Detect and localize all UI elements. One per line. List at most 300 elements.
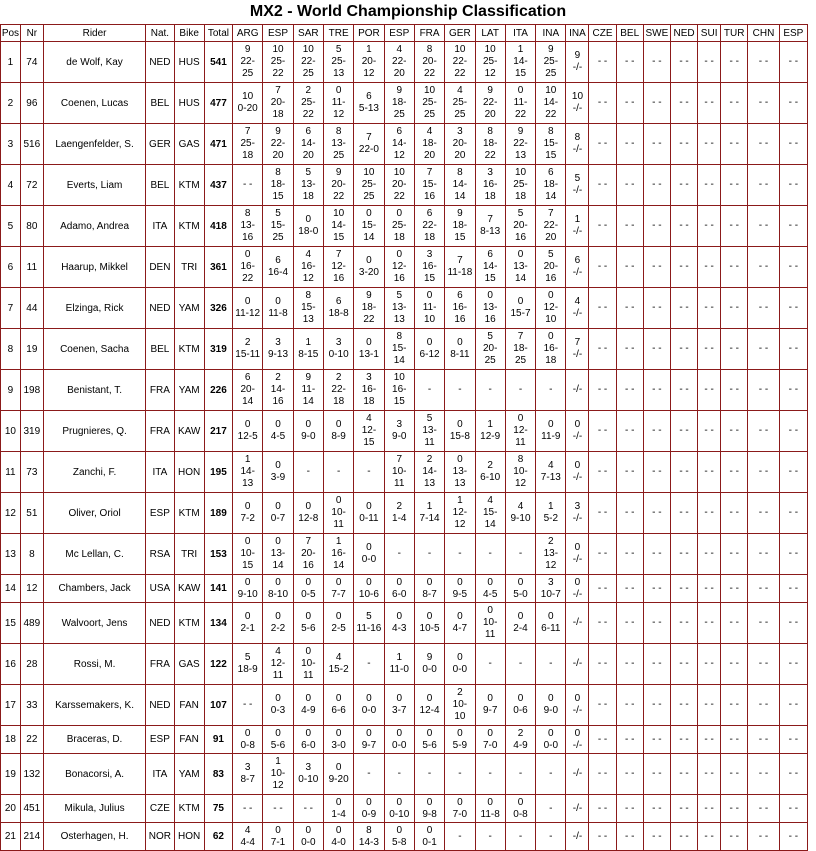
result-line: 22 [333,191,345,202]
result-line: - [367,466,371,477]
result-line: 6 [457,290,463,301]
result-line: - - [788,138,799,149]
result-line: 0 [305,611,312,622]
result-line: 12 [393,150,405,161]
result-line: 25- [270,56,286,67]
result-line: - - [758,97,769,108]
result-line: 16- [240,261,255,272]
result-cell [779,603,807,644]
result-cell [616,83,643,124]
result-line: 0 [275,296,281,307]
result-line: 10- [452,699,468,710]
result-cell [566,534,589,575]
result-line: - - [679,507,689,518]
result-line: - - [704,302,714,313]
result-line: 9-5 [452,588,468,600]
result-cell [721,411,748,452]
result-line: 13- [452,466,468,477]
result-line: 8 [396,331,403,342]
result-line: 0 [548,419,554,430]
result-line: 0 [244,611,251,622]
col-event-sar: SAR [293,25,323,42]
result-cell [589,452,616,493]
result-line: - - [679,466,689,477]
result-line: 14 [363,232,375,243]
result-line: - - [652,548,662,559]
result-line: 4-5 [482,588,498,600]
result-cell [643,823,670,851]
result-line: 0-7 [270,513,286,524]
result-line: 25- [513,179,528,190]
result-cell [475,534,505,575]
result-line: - - [242,699,253,710]
result-line: - - [303,802,314,814]
result-line: 18- [482,138,498,149]
result-line: - - [652,343,662,354]
result-line: 12- [513,425,528,436]
result-line: - - [729,138,739,149]
result-cell [293,288,323,329]
result-line: 0 [396,249,403,260]
result-line: 4-4 [240,836,255,848]
result-cell [323,823,353,851]
result-cell [414,206,444,247]
result-cell [414,493,444,534]
result-line: 12- [392,261,407,272]
result-line: - - [758,582,769,594]
result-cell [566,644,589,685]
result-line: 10- [240,548,255,559]
rider-total: 122 [204,644,232,685]
result-line: 25 [333,150,345,161]
col-event-swe: SWE [643,25,670,42]
result-cell [445,83,475,124]
rider-total: 418 [204,206,232,247]
result-cell [293,206,323,247]
result-line: 0 [426,290,433,301]
result-line: 11 [394,478,405,489]
result-line: - - [679,548,689,559]
result-line: 20- [270,97,286,108]
result-line: - - [597,699,608,710]
rider-bike: KTM [174,493,204,534]
result-cell [670,754,697,795]
result-line: 22 [393,191,405,202]
result-line: - - [624,425,635,436]
rider-nation: FRA [146,644,174,685]
result-line: 9-13 [267,349,288,360]
result-cell [721,726,748,754]
rider-name: Prugnieres, Q. [43,411,145,452]
rider-bike: KAW [174,575,204,603]
result-line: 0 [305,727,312,739]
result-cell [616,493,643,534]
result-line: 0 [548,611,554,622]
result-line: - - [624,699,635,710]
rider-name: Osterhagen, H. [43,823,145,851]
result-line: -/- [572,472,583,483]
result-cell [445,206,475,247]
result-line: 0 [487,693,493,704]
result-cell [263,452,293,493]
result-line: - - [652,179,662,190]
result-cell [354,124,384,165]
result-cell [293,754,323,795]
result-line: 7 [275,85,281,96]
result-line: -/- [572,267,583,278]
result-line: - - [242,179,253,190]
result-cell [698,83,721,124]
result-line: 11 [303,670,314,681]
result-line: 2 [396,501,403,512]
result-cell [643,685,670,726]
table-row [1,493,808,534]
rider-name: Walvoort, Jens [43,603,145,644]
result-line: - - [788,384,799,395]
result-cell [616,452,643,493]
result-cell [721,823,748,851]
rider-bike: KTM [174,795,204,823]
result-line: 22 [424,68,436,79]
result-cell [505,329,535,370]
rider-name: Haarup, Mikkel [43,247,145,288]
table-row [1,452,808,493]
result-line: 14 [242,396,254,407]
result-cell [779,247,807,288]
result-line: - - [729,802,739,814]
result-line: - - [679,425,689,436]
result-cell [670,493,697,534]
result-line: 10 [454,44,466,55]
result-cell [445,823,475,851]
result-cell [698,370,721,411]
result-line: 2-5 [331,623,346,634]
result-line: 0 [457,337,463,348]
result-cell [475,165,505,206]
result-line: 6 [574,255,581,266]
result-line: 22 [363,314,375,325]
result-line: - - [679,733,689,745]
result-line: 10 [242,91,254,102]
result-line: - - [652,425,662,436]
result-cell [354,823,384,851]
result-line: 16 [454,314,466,325]
result-cell [505,370,535,411]
result-cell [589,288,616,329]
result-line: 0 [426,693,433,704]
result-line: 13- [331,138,346,149]
result-cell [698,329,721,370]
result-line: 16 [333,273,345,284]
result-cell [616,165,643,206]
result-cell [670,370,697,411]
result-cell [323,575,353,603]
result-line: - [427,548,432,559]
result-line: 0 [426,824,433,836]
result-cell [323,83,353,124]
result-cell [748,165,779,206]
result-line: 9 [396,85,403,96]
result-cell [233,685,263,726]
result-line: 0 [275,460,281,471]
result-line: - - [624,466,635,477]
result-line: 0 [335,495,342,506]
result-cell [566,452,589,493]
result-cell [779,329,807,370]
result-line: 15 [333,232,345,243]
result-line: 12-9 [480,431,501,442]
result-line: 8 [244,208,251,219]
result-line: - - [788,466,799,477]
result-line: - - [652,802,662,814]
rider-number: 132 [20,754,43,795]
result-line: 0 [457,796,463,808]
result-cell [445,603,475,644]
result-cell [779,795,807,823]
result-line: 14 [484,519,496,530]
result-line: - - [788,548,799,559]
result-line: - [488,768,492,779]
result-line: 22- [392,56,407,67]
result-line: -/- [572,144,583,155]
result-cell [475,823,505,851]
result-line: - - [652,220,662,231]
result-cell [475,754,505,795]
result-cell [354,247,384,288]
result-line: 11- [422,302,437,313]
rider-pos: 5 [1,206,21,247]
result-cell [536,124,566,165]
result-line: - - [704,220,714,231]
result-cell [293,165,323,206]
rider-bike: YAM [174,288,204,329]
result-line: - - [758,138,769,149]
result-line: 20- [240,384,255,395]
result-line: 9-20 [328,774,349,785]
result-line: - - [597,802,608,814]
result-line: 7-0 [482,739,498,751]
result-line: - - [704,582,714,594]
result-line: - - [624,97,635,108]
result-cell [779,206,807,247]
result-line: 12-4 [419,705,440,716]
result-cell [643,247,670,288]
result-cell [414,165,444,206]
result-line: 20 [272,150,284,161]
result-line: - - [788,261,799,272]
result-line: 0 [487,605,493,616]
result-line: 5 [244,652,251,663]
result-cell [721,124,748,165]
result-cell [293,795,323,823]
result-line: 4 [366,413,372,424]
result-cell [414,685,444,726]
result-line: - [549,802,553,814]
result-line: 11-9 [541,431,561,442]
rider-nation: BEL [146,83,174,124]
result-line: - - [758,179,769,190]
result-line: 0 [244,727,251,739]
result-cell [384,534,414,575]
result-cell [536,329,566,370]
result-line: - - [729,699,739,710]
result-line: 4-9 [513,739,528,751]
result-cell [698,493,721,534]
result-cell [536,452,566,493]
rider-number: 73 [20,452,43,493]
result-cell [589,726,616,754]
result-line: 2 [244,337,251,348]
result-line: 6-12 [419,349,440,360]
result-cell [293,124,323,165]
result-line: 0 [426,727,433,739]
result-line: 18-0 [298,226,319,237]
result-line: - - [597,582,608,594]
result-cell [616,370,643,411]
result-cell [721,42,748,83]
result-line: 3 [426,249,433,260]
result-line: 15- [361,220,377,231]
result-cell [566,754,589,795]
result-cell [384,726,414,754]
result-line: - - [758,617,769,628]
result-cell [721,288,748,329]
result-line: 0 [275,419,281,430]
result-cell [643,370,670,411]
result-line: - - [624,617,635,628]
rider-name: Chambers, Jack [43,575,145,603]
result-line: - - [597,261,608,272]
result-line: - - [758,507,769,518]
col-event-esp: ESP [263,25,293,42]
result-line: - - [624,733,635,745]
result-cell [721,644,748,685]
result-cell [475,206,505,247]
result-line: - - [729,582,739,594]
result-cell [445,754,475,795]
result-line: 25- [543,56,559,67]
col-nat: Nat. [146,25,174,42]
result-cell [505,165,535,206]
result-line: 9 [305,372,312,383]
result-cell [263,644,293,685]
result-cell [616,288,643,329]
rider-bike: KTM [174,165,204,206]
result-line: 22 [545,109,557,120]
result-line: - - [758,56,769,67]
result-line: 15 [272,191,284,202]
result-line: 11 [272,670,284,681]
result-line: 11-18 [447,267,473,278]
result-line: 8 [366,824,372,836]
result-line: 1 [457,495,463,506]
result-line: 0 [487,727,493,739]
table-row [1,685,808,726]
result-line: -/- [572,431,583,442]
result-line: 2-4 [513,623,528,634]
result-line: - - [624,261,635,272]
col-event-esp: ESP [779,25,807,42]
result-cell [616,726,643,754]
result-line: 7-0 [452,808,468,820]
rider-name: Oliver, Oriol [43,493,145,534]
result-cell [566,247,589,288]
rider-pos: 21 [1,823,21,851]
result-line: - - [704,56,714,67]
result-line: - - [679,97,689,108]
result-cell [445,165,475,206]
result-line: - - [729,830,739,842]
result-cell [384,493,414,534]
result-line: 13 [302,314,314,325]
result-cell [748,124,779,165]
result-cell [505,534,535,575]
result-cell [263,165,293,206]
result-line: 0 [366,337,372,348]
result-line: - - [758,699,769,710]
result-line: 0 [305,824,312,836]
result-line: 5-0 [513,588,528,600]
result-cell [475,329,505,370]
result-cell [779,370,807,411]
result-line: 18 [363,396,375,407]
result-line: 2 [305,85,312,96]
result-line: 20 [454,150,466,161]
result-line: 5 [335,44,342,55]
rider-bike: KTM [174,329,204,370]
result-line: 18- [452,220,468,231]
result-cell [698,42,721,83]
result-cell [721,754,748,795]
rider-number: 72 [20,165,43,206]
result-cell [589,370,616,411]
rider-pos: 11 [1,452,21,493]
result-line: 14- [270,384,286,395]
result-line: - - [652,733,662,745]
rider-number: 19 [20,329,43,370]
rider-bike: TRI [174,534,204,575]
result-line: 11 [333,519,344,530]
result-cell [536,575,566,603]
result-cell [354,206,384,247]
rider-pos: 1 [1,42,21,83]
rider-pos: 4 [1,165,21,206]
result-line: 0-1 [422,836,437,848]
result-line: 0 [548,727,554,739]
result-cell [384,288,414,329]
rider-name: Bonacorsi, A. [43,754,145,795]
result-line: 22 [454,68,466,79]
result-cell [505,83,535,124]
result-line: - - [624,802,635,814]
result-cell [293,493,323,534]
result-line: 3 [335,337,342,348]
result-cell [323,726,353,754]
result-line: 10 [393,167,405,178]
result-cell [721,795,748,823]
rider-name: Adamo, Andrea [43,206,145,247]
result-cell [233,370,263,411]
rider-name: Coenen, Sacha [43,329,145,370]
result-line: - - [758,343,769,354]
result-line: 6 [335,296,342,307]
result-line: - - [679,384,689,395]
result-line: 12 [454,519,466,530]
result-line: 25- [482,56,498,67]
result-line: 12- [543,302,559,313]
result-cell [536,603,566,644]
result-cell [589,247,616,288]
